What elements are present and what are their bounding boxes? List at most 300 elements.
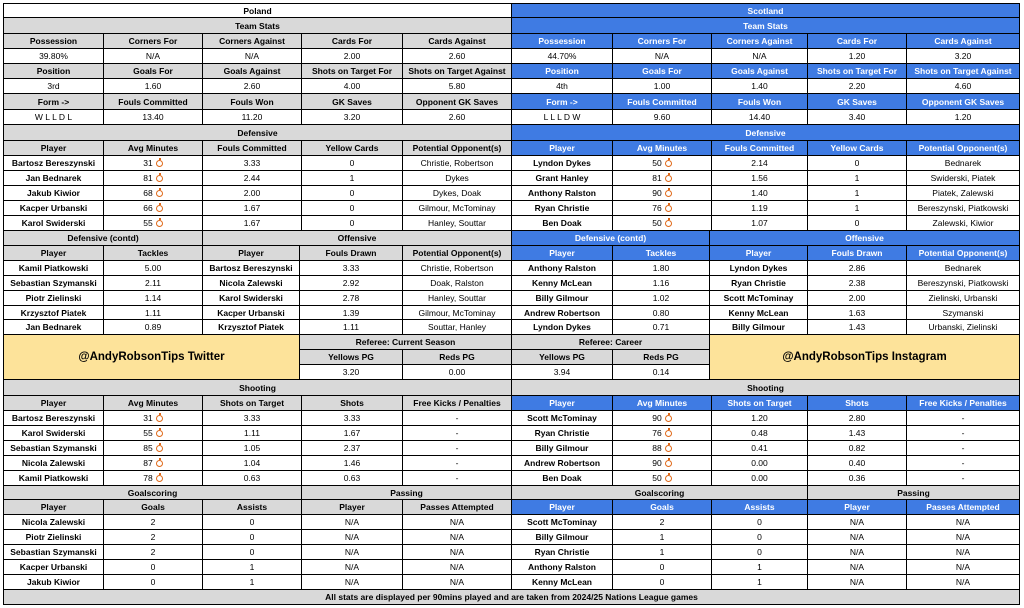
stopwatch-icon	[665, 190, 672, 197]
poland-defensive-cell: 0	[302, 201, 403, 216]
scotland-team-stat-value: 3.40	[808, 110, 907, 125]
poland-team-stat-header: Fouls Won	[203, 94, 302, 110]
poland-team-stat-value: 1.60	[104, 79, 203, 94]
col-header: Assists	[203, 500, 302, 515]
poland-team-stat-value: 2.60	[403, 49, 512, 64]
scotland-shooting-header: Player	[512, 396, 613, 411]
poland-fouls-drawn: 1.11	[300, 320, 403, 335]
avg-minutes-value: 31	[143, 413, 153, 423]
poland-contd-player: Kamil Piatkowski	[3, 261, 104, 276]
poland-contd-player: Krzysztof Piatek	[3, 306, 104, 320]
scotland-goalscoring-cell: Ryan Christie	[512, 545, 613, 560]
poland-goalscoring-cell: Jakub Kiwior	[3, 575, 104, 590]
scotland-contd-player: Anthony Ralston	[512, 261, 613, 276]
poland-defensive-title: Defensive	[3, 125, 512, 141]
scotland-defensive-cell	[613, 201, 712, 216]
scotland-team-stat-header: Shots on Target Against	[907, 64, 1020, 79]
scotland-shooting-header: Shots	[808, 396, 907, 411]
poland-offensive-player: Krzysztof Piatek	[203, 320, 300, 335]
poland-shooting-cell: Bartosz Bereszynski	[3, 411, 104, 426]
poland-passing-cell: N/A	[403, 515, 512, 530]
scotland-defensive-cell: Grant Hanley	[512, 171, 613, 186]
scotland-team-stat-value: 1.00	[613, 79, 712, 94]
stopwatch-icon	[665, 220, 672, 227]
scotland-team-stat-header: Opponent GK Saves	[907, 94, 1020, 110]
poland-tackles: 1.14	[104, 291, 203, 306]
poland-shooting-cell: 1.04	[203, 456, 302, 471]
scotland-defensive-cell	[613, 216, 712, 231]
scotland-potential-opponents: Urbanski, Zielinski	[907, 320, 1020, 335]
poland-potential-opponents: Gilmour, McTominay	[403, 306, 512, 320]
poland-defensive-cell: Dykes	[403, 171, 512, 186]
col-header: Potential Opponent(s)	[907, 246, 1020, 261]
poland-fouls-drawn: 2.78	[300, 291, 403, 306]
poland-team-stat-header: Goals Against	[203, 64, 302, 79]
poland-defensive-cell	[104, 171, 203, 186]
scotland-shooting-cell: -	[907, 441, 1020, 456]
poland-defensive-cell: 0	[302, 186, 403, 201]
scotland-offensive-player: Scott McTominay	[710, 291, 808, 306]
poland-contd-player: Jan Bednarek	[3, 320, 104, 335]
poland-potential-opponents: Hanley, Souttar	[403, 291, 512, 306]
avg-minutes-value: 55	[143, 428, 153, 438]
poland-defensive-header: Player	[3, 141, 104, 156]
scotland-shooting-cell: Scott McTominay	[512, 411, 613, 426]
avg-minutes-value: 81	[143, 173, 153, 183]
poland-team-stat-header: Corners Against	[203, 34, 302, 49]
scotland-defensive-cell: 1.19	[712, 201, 808, 216]
scotland-goalscoring-cell: 1	[613, 545, 712, 560]
poland-shooting-cell	[104, 441, 203, 456]
scotland-offensive-player: Lyndon Dykes	[710, 261, 808, 276]
col-header: Player	[512, 246, 613, 261]
poland-team-stat-header: Fouls Committed	[104, 94, 203, 110]
scotland-potential-opponents: Bednarek	[907, 261, 1020, 276]
scotland-passing-cell: N/A	[808, 515, 907, 530]
poland-team-stat-header: Corners For	[104, 34, 203, 49]
current-yellows: 3.20	[300, 365, 403, 380]
stopwatch-icon	[665, 160, 672, 167]
stopwatch-icon	[156, 205, 163, 212]
yellows-label: Yellows PG	[512, 350, 613, 365]
poland-goalscoring-cell: 0	[203, 530, 302, 545]
stopwatch-icon	[665, 445, 672, 452]
scotland-shooting-header: Avg Minutes	[613, 396, 712, 411]
avg-minutes-value: 50	[652, 218, 662, 228]
poland-goalscoring-cell: 1	[203, 575, 302, 590]
col-header: Player	[512, 500, 613, 515]
poland-shooting-cell: Sebastian Szymanski	[3, 441, 104, 456]
poland-shooting-header: Avg Minutes	[104, 396, 203, 411]
scotland-goalscoring-cell: Billy Gilmour	[512, 530, 613, 545]
scotland-team-stat-value: N/A	[712, 49, 808, 64]
scotland-shooting-cell: Ben Doak	[512, 471, 613, 486]
scotland-team-stat-value: 14.40	[712, 110, 808, 125]
poland-offensive-player: Nicola Zalewski	[203, 276, 300, 291]
avg-minutes-value: 78	[143, 473, 153, 483]
scotland-contd-player: Billy Gilmour	[512, 291, 613, 306]
scotland-team-stat-value: L L L D W	[512, 110, 613, 125]
scotland-team-stat-value: 4th	[512, 79, 613, 94]
scotland-defensive-header: Yellow Cards	[808, 141, 907, 156]
twitter-promo: @AndyRobsonTips Twitter	[3, 335, 300, 380]
poland-defensive-header: Avg Minutes	[104, 141, 203, 156]
scotland-defensive-header: Avg Minutes	[613, 141, 712, 156]
scotland-offensive-player: Billy Gilmour	[710, 320, 808, 335]
poland-defensive-cell: 3.33	[203, 156, 302, 171]
scotland-shooting-cell: -	[907, 411, 1020, 426]
avg-minutes-value: 88	[652, 443, 662, 453]
poland-team-stat-value: 2.00	[302, 49, 403, 64]
scotland-contd-player: Kenny McLean	[512, 276, 613, 291]
scotland-defensive-cell: 0	[808, 216, 907, 231]
poland-shooting-cell: -	[403, 456, 512, 471]
poland-goalscoring-cell: 0	[203, 515, 302, 530]
scotland-defensive-cell: 1	[808, 186, 907, 201]
scotland-defensive-cell	[613, 171, 712, 186]
poland-team-stat-value: 5.80	[403, 79, 512, 94]
scotland-team-stat-header: GK Saves	[808, 94, 907, 110]
scotland-team-stat-value: 1.20	[907, 110, 1020, 125]
avg-minutes-value: 66	[143, 203, 153, 213]
poland-team-stats-title: Team Stats	[3, 18, 512, 34]
poland-team-stat-header: Shots on Target For	[302, 64, 403, 79]
scotland-potential-opponents: Szymanski	[907, 306, 1020, 320]
footer-note: All stats are displayed per 90mins played and are taken from 2024/25 Nations League games	[3, 590, 1020, 605]
poland-defensive-cell	[104, 186, 203, 201]
scotland-fouls-drawn: 2.38	[808, 276, 907, 291]
poland-defensive-cell: Karol Swiderski	[3, 216, 104, 231]
poland-defensive-cell: Kacper Urbanski	[3, 201, 104, 216]
avg-minutes-value: 81	[652, 173, 662, 183]
col-header: Potential Opponent(s)	[403, 246, 512, 261]
scotland-offensive-player: Kenny McLean	[710, 306, 808, 320]
poland-team-stat-value: 4.00	[302, 79, 403, 94]
scotland-goalscoring-cell: Kenny McLean	[512, 575, 613, 590]
poland-passing-cell: N/A	[403, 545, 512, 560]
poland-defensive-cell: 0	[302, 216, 403, 231]
poland-shooting-title: Shooting	[3, 380, 512, 396]
career-reds: 0.14	[613, 365, 710, 380]
scotland-team-stat-header: Cards Against	[907, 34, 1020, 49]
scotland-defensive-cell: Bereszynski, Piatkowski	[907, 201, 1020, 216]
career-yellows: 3.94	[512, 365, 613, 380]
stopwatch-icon	[665, 475, 672, 482]
poland-goalscoring-cell: 1	[203, 560, 302, 575]
scotland-defensive-cell: Ryan Christie	[512, 201, 613, 216]
scotland-shooting-cell: Andrew Robertson	[512, 456, 613, 471]
scotland-passing-cell: N/A	[808, 560, 907, 575]
scotland-goalscoring-title: Goalscoring	[512, 486, 808, 500]
scotland-team-stat-value: 3.20	[907, 49, 1020, 64]
scotland-defensive-cell: 1.56	[712, 171, 808, 186]
poland-shooting-cell: 3.33	[203, 411, 302, 426]
yellows-label: Yellows PG	[300, 350, 403, 365]
poland-team-stat-value: N/A	[104, 49, 203, 64]
col-header: Fouls Drawn	[808, 246, 907, 261]
poland-shooting-cell: 3.33	[302, 411, 403, 426]
poland-shooting-header: Shots	[302, 396, 403, 411]
poland-defensive-cell: 2.44	[203, 171, 302, 186]
scotland-team-name: Scotland	[512, 3, 1020, 18]
poland-defensive-cell: Dykes, Doak	[403, 186, 512, 201]
col-header: Goals	[104, 500, 203, 515]
scotland-defensive-cell: Zalewski, Kiwior	[907, 216, 1020, 231]
scotland-defensive-cell: 1.07	[712, 216, 808, 231]
scotland-goalscoring-cell: Anthony Ralston	[512, 560, 613, 575]
scotland-team-stat-value: N/A	[613, 49, 712, 64]
poland-defensive-cell: 0	[302, 156, 403, 171]
poland-shooting-cell: 1.46	[302, 456, 403, 471]
poland-passing-cell: N/A	[403, 575, 512, 590]
scotland-goalscoring-cell: 0	[613, 575, 712, 590]
avg-minutes-value: 90	[652, 458, 662, 468]
scotland-team-stats-title: Team Stats	[512, 18, 1020, 34]
scotland-passing-cell: N/A	[907, 545, 1020, 560]
poland-team-stat-value: N/A	[203, 49, 302, 64]
scotland-goalscoring-cell: 0	[613, 560, 712, 575]
poland-offensive-player: Kacper Urbanski	[203, 306, 300, 320]
col-header: Player	[203, 246, 300, 261]
scotland-team-stat-header: Goals Against	[712, 64, 808, 79]
scotland-contd-player: Lyndon Dykes	[512, 320, 613, 335]
poland-tackles: 1.11	[104, 306, 203, 320]
poland-passing-cell: N/A	[302, 575, 403, 590]
avg-minutes-value: 76	[652, 428, 662, 438]
scotland-defensive-cell: Piatek, Zalewski	[907, 186, 1020, 201]
poland-fouls-drawn: 2.92	[300, 276, 403, 291]
poland-shooting-cell: Kamil Piatkowski	[3, 471, 104, 486]
avg-minutes-value: 31	[143, 158, 153, 168]
col-header: Player	[3, 500, 104, 515]
poland-defensive-cell: 1.67	[203, 201, 302, 216]
stopwatch-icon	[156, 160, 163, 167]
scotland-team-stat-value: 1.40	[712, 79, 808, 94]
scotland-team-stat-header: Position	[512, 64, 613, 79]
stopwatch-icon	[156, 445, 163, 452]
poland-shooting-cell: -	[403, 471, 512, 486]
poland-defensive-cell	[104, 156, 203, 171]
scotland-team-stat-value: 1.20	[808, 49, 907, 64]
poland-shooting-cell	[104, 426, 203, 441]
scotland-shooting-cell: 0.48	[712, 426, 808, 441]
scotland-contd-player: Andrew Robertson	[512, 306, 613, 320]
col-header: Assists	[712, 500, 808, 515]
current-reds: 0.00	[403, 365, 512, 380]
poland-shooting-cell: -	[403, 426, 512, 441]
poland-offensive-player: Bartosz Bereszynski	[203, 261, 300, 276]
col-header: Player	[302, 500, 403, 515]
scotland-shooting-cell	[613, 471, 712, 486]
stopwatch-icon	[665, 460, 672, 467]
scotland-shooting-cell: 0.36	[808, 471, 907, 486]
poland-defensive-cell: Hanley, Souttar	[403, 216, 512, 231]
scotland-offensive-player: Ryan Christie	[710, 276, 808, 291]
scotland-team-stat-header: Goals For	[613, 64, 712, 79]
scotland-defensive-header: Player	[512, 141, 613, 156]
poland-shooting-cell: 0.63	[203, 471, 302, 486]
poland-defensive-cell: Bartosz Bereszynski	[3, 156, 104, 171]
poland-goalscoring-cell: Nicola Zalewski	[3, 515, 104, 530]
poland-team-stat-header: Form ->	[3, 94, 104, 110]
poland-passing-cell: N/A	[302, 530, 403, 545]
scotland-fouls-drawn: 2.00	[808, 291, 907, 306]
avg-minutes-value: 85	[143, 443, 153, 453]
poland-team-stat-value: 3rd	[3, 79, 104, 94]
avg-minutes-value: 50	[652, 158, 662, 168]
stopwatch-icon	[156, 415, 163, 422]
poland-shooting-header: Free Kicks / Penalties	[403, 396, 512, 411]
poland-team-stat-header: Possession	[3, 34, 104, 49]
scotland-tackles: 0.71	[613, 320, 710, 335]
reds-label: Reds PG	[403, 350, 512, 365]
scotland-shooting-cell: 0.40	[808, 456, 907, 471]
scotland-passing-title: Passing	[808, 486, 1020, 500]
poland-goalscoring-cell: Kacper Urbanski	[3, 560, 104, 575]
stopwatch-icon	[156, 460, 163, 467]
scotland-team-stat-header: Fouls Won	[712, 94, 808, 110]
poland-defensive-cell: 1.67	[203, 216, 302, 231]
scotland-defensive-cell: 0	[808, 156, 907, 171]
scotland-shooting-cell: -	[907, 471, 1020, 486]
poland-team-stat-value: 2.60	[203, 79, 302, 94]
poland-defensive-cell	[104, 201, 203, 216]
poland-defensive-cell: Gilmour, McTominay	[403, 201, 512, 216]
reds-label: Reds PG	[613, 350, 710, 365]
scotland-team-stat-value: 44.70%	[512, 49, 613, 64]
scotland-goalscoring-cell: 0	[712, 515, 808, 530]
poland-passing-cell: N/A	[302, 545, 403, 560]
poland-shooting-cell: 1.11	[203, 426, 302, 441]
scotland-defensive-cell: Lyndon Dykes	[512, 156, 613, 171]
poland-team-stat-value: 39.80%	[3, 49, 104, 64]
scotland-shooting-cell: 0.41	[712, 441, 808, 456]
scotland-defensive-cell	[613, 156, 712, 171]
scotland-shooting-cell: Billy Gilmour	[512, 441, 613, 456]
poland-team-name: Poland	[3, 3, 512, 18]
scotland-fouls-drawn: 2.86	[808, 261, 907, 276]
stopwatch-icon	[156, 190, 163, 197]
scotland-shooting-cell	[613, 411, 712, 426]
scotland-shooting-cell: 0.82	[808, 441, 907, 456]
scotland-shooting-cell	[613, 441, 712, 456]
poland-tackles: 5.00	[104, 261, 203, 276]
scotland-passing-cell: N/A	[808, 545, 907, 560]
poland-fouls-drawn: 1.39	[300, 306, 403, 320]
stopwatch-icon	[156, 220, 163, 227]
poland-tackles: 2.11	[104, 276, 203, 291]
poland-potential-opponents: Doak, Ralston	[403, 276, 512, 291]
scotland-team-stat-header: Shots on Target For	[808, 64, 907, 79]
scotland-passing-cell: N/A	[907, 515, 1020, 530]
poland-passing-title: Passing	[302, 486, 512, 500]
poland-goalscoring-cell: 0	[104, 575, 203, 590]
scotland-fouls-drawn: 1.43	[808, 320, 907, 335]
poland-team-stat-value: 13.40	[104, 110, 203, 125]
poland-goalscoring-cell: 2	[104, 545, 203, 560]
poland-defensive-header: Potential Opponent(s)	[403, 141, 512, 156]
scotland-defensive-cell: 1.40	[712, 186, 808, 201]
scotland-defensive-header: Potential Opponent(s)	[907, 141, 1020, 156]
scotland-potential-opponents: Zielinski, Urbanski	[907, 291, 1020, 306]
poland-shooting-cell: Nicola Zalewski	[3, 456, 104, 471]
avg-minutes-value: 55	[143, 218, 153, 228]
scotland-team-stat-header: Fouls Committed	[613, 94, 712, 110]
scotland-shooting-cell: 1.43	[808, 426, 907, 441]
poland-passing-cell: N/A	[403, 530, 512, 545]
scotland-passing-cell: N/A	[907, 575, 1020, 590]
poland-contd-player: Piotr Zielinski	[3, 291, 104, 306]
poland-defensive-cell: 1	[302, 171, 403, 186]
poland-tackles: 0.89	[104, 320, 203, 335]
stopwatch-icon	[665, 415, 672, 422]
avg-minutes-value: 68	[143, 188, 153, 198]
avg-minutes-value: 76	[652, 203, 662, 213]
poland-team-stat-value: 3.20	[302, 110, 403, 125]
scotland-defensive-cell: 1	[808, 201, 907, 216]
scotland-team-stat-header: Corners For	[613, 34, 712, 49]
stopwatch-icon	[156, 475, 163, 482]
stopwatch-icon	[665, 175, 672, 182]
scotland-defensive-cell: Bednarek	[907, 156, 1020, 171]
poland-shooting-header: Player	[3, 396, 104, 411]
poland-defensive-cell	[104, 216, 203, 231]
poland-shooting-cell: -	[403, 411, 512, 426]
avg-minutes-value: 87	[143, 458, 153, 468]
poland-shooting-cell: -	[403, 441, 512, 456]
scotland-goalscoring-cell: Scott McTominay	[512, 515, 613, 530]
instagram-promo: @AndyRobsonTips Instagram	[710, 335, 1020, 380]
poland-goalscoring-title: Goalscoring	[3, 486, 302, 500]
poland-defensive-cell: Jakub Kiwior	[3, 186, 104, 201]
avg-minutes-value: 90	[652, 413, 662, 423]
poland-fouls-drawn: 3.33	[300, 261, 403, 276]
col-header: Tackles	[104, 246, 203, 261]
poland-shooting-cell	[104, 471, 203, 486]
poland-passing-cell: N/A	[403, 560, 512, 575]
scotland-shooting-cell: Ryan Christie	[512, 426, 613, 441]
poland-team-stat-header: Cards For	[302, 34, 403, 49]
scotland-passing-cell: N/A	[907, 530, 1020, 545]
poland-defensive-cell: Christie, Robertson	[403, 156, 512, 171]
col-header: Goals	[613, 500, 712, 515]
poland-goalscoring-cell: Piotr Zielinski	[3, 530, 104, 545]
stopwatch-icon	[665, 205, 672, 212]
poland-passing-cell: N/A	[302, 560, 403, 575]
poland-goalscoring-cell: 0	[203, 545, 302, 560]
scotland-team-stat-value: 9.60	[613, 110, 712, 125]
scotland-defensive-cell	[613, 186, 712, 201]
scotland-shooting-header: Shots on Target	[712, 396, 808, 411]
poland-goalscoring-cell: 2	[104, 515, 203, 530]
scotland-potential-opponents: Bereszynski, Piatkowski	[907, 276, 1020, 291]
col-header: Passes Attempted	[907, 500, 1020, 515]
scotland-team-stat-value: 4.60	[907, 79, 1020, 94]
scotland-shooting-cell	[613, 456, 712, 471]
scotland-passing-cell: N/A	[808, 530, 907, 545]
scotland-defensive-cell: Ben Doak	[512, 216, 613, 231]
poland-shooting-cell: 0.63	[302, 471, 403, 486]
poland-team-stat-header: Opponent GK Saves	[403, 94, 512, 110]
poland-team-stat-header: Shots on Target Against	[403, 64, 512, 79]
poland-contd-player: Sebastian Szymanski	[3, 276, 104, 291]
scotland-fouls-drawn: 1.63	[808, 306, 907, 320]
scotland-defensive-cell: Anthony Ralston	[512, 186, 613, 201]
poland-potential-opponents: Souttar, Hanley	[403, 320, 512, 335]
poland-team-stat-value: 11.20	[203, 110, 302, 125]
poland-defensive-contd-title: Defensive (contd)	[3, 231, 203, 246]
scotland-team-stat-header: Cards For	[808, 34, 907, 49]
